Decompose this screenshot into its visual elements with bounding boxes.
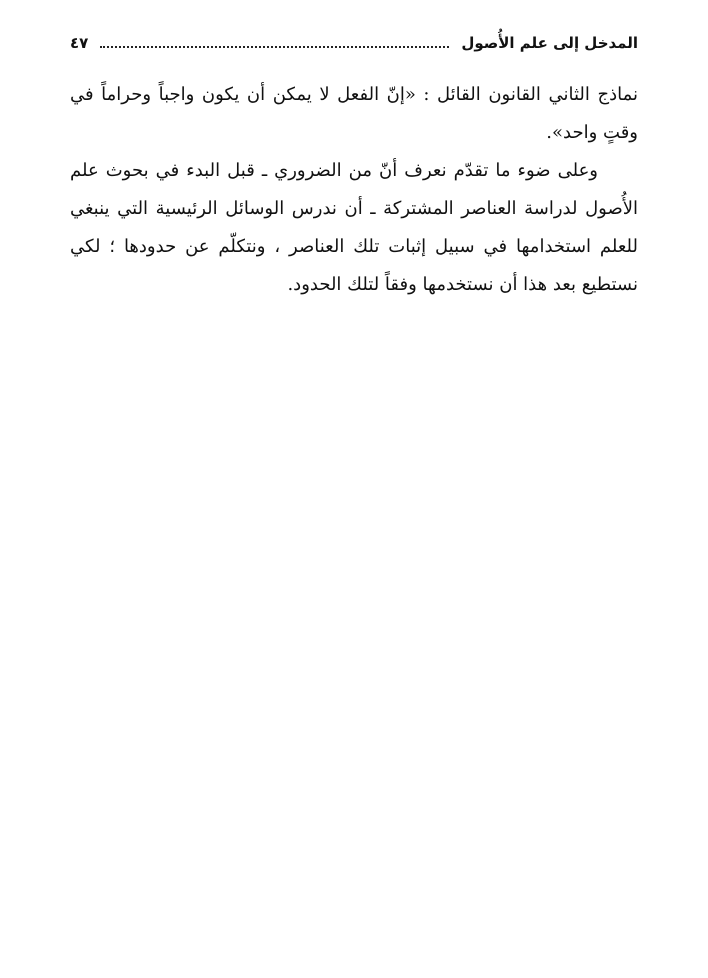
dot-leader (100, 46, 449, 48)
running-header (70, 28, 638, 58)
paragraph-continuation: نماذج الثاني القانون القائل : «إنّ الفعل لا يمكن أن يكون واجباً وحراماً في وقتٍ واحد». (70, 84, 638, 143)
body-text (70, 76, 638, 304)
page-number: ٤٧ (70, 34, 89, 52)
running-header-title: المدخل إلى علم الأُصول (461, 34, 638, 52)
paragraph: وعلى ضوء ما تقدّم نعرف أنّ من الضروري ـ قبل البدء في بحوث علم الأُصول لدراسة العناصر المشتركة ـ أن ندرس الوسائل الرئيسية التي ينبغي للعلم استخدامها في سبيل إثبات تلك العناصر ، ونتكلّم عن حدودها ؛ لكي نستطيع بعد هذا أن نستخدمها وفقاً لتلك الحدود. (70, 160, 638, 295)
